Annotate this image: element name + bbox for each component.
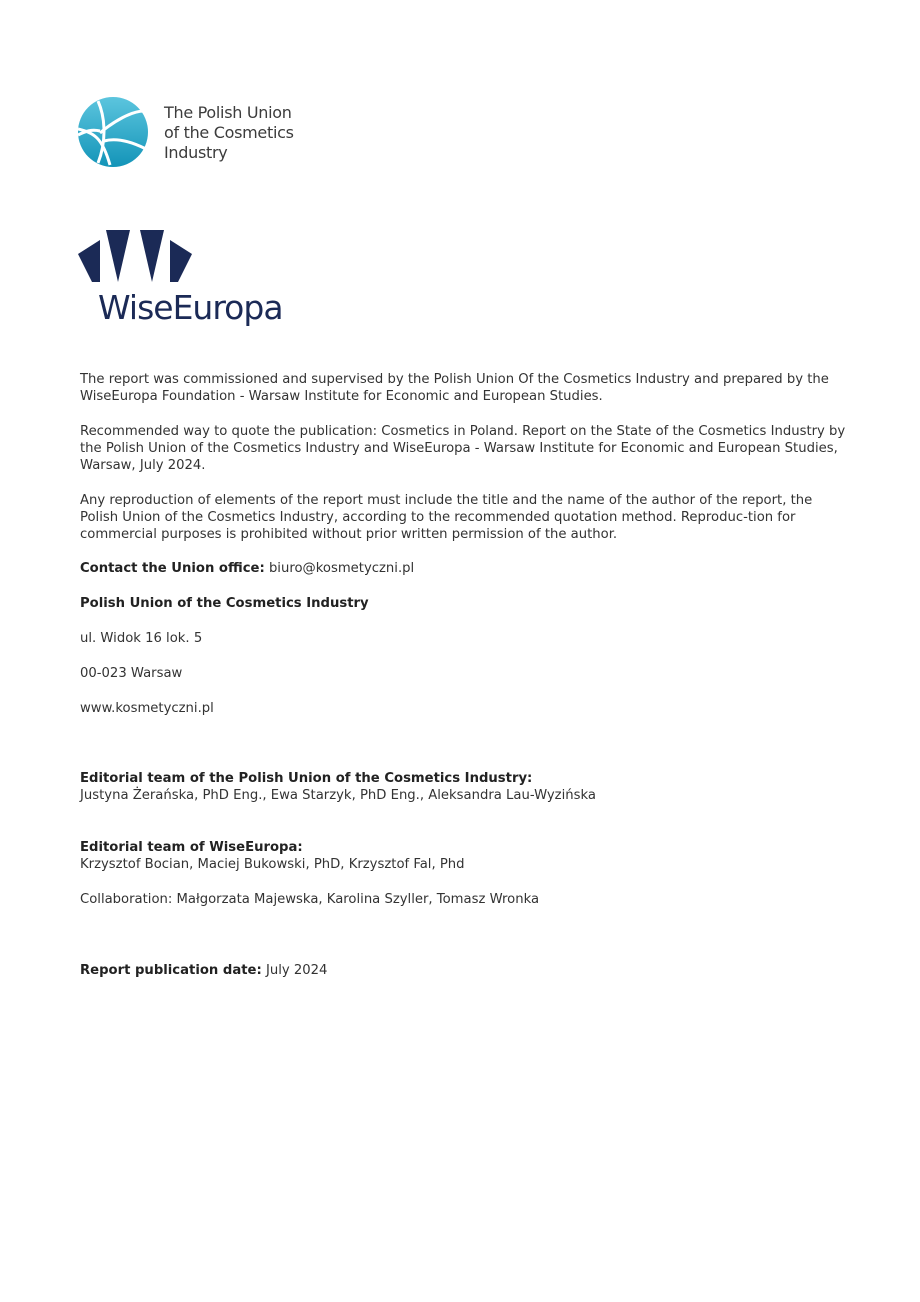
quote-paragraph: Recommended way to quote the publication: Cosmetics in Poland. Report on the State of the Cosmetics Industry by the Polish Union of the Cosmetics Industry and WiseEuropa - Warsaw Institute for Economic and European Studies, Warsaw, July 2024. [80, 424, 846, 473]
wise-editorial-heading-text: Editorial team of WiseEuropa: [80, 840, 303, 855]
collaboration-line: Collaboration: Małgorzata Majewska, Karolina Szyller, Tomasz Wronka [80, 892, 540, 907]
wise-editorial-heading [80, 839, 848, 856]
contact-line [80, 560, 848, 577]
address-city: 00-023 Warsaw [80, 666, 183, 681]
org-name-text: Polish Union of the Cosmetics Industry [80, 596, 369, 611]
wiseeuropa-triangles-icon [78, 230, 192, 282]
globe-circle-icon [78, 97, 148, 167]
union-editorial-members: Justyna Żerańska, PhD Eng., Ewa Starzyk, PhD Eng., Aleksandra Lau-Wyzińska [80, 788, 596, 803]
contact-email[interactable]: biuro@kosmetyczni.pl [268, 561, 415, 576]
union-editorial-heading-text: Editorial team of the Polish Union of the Cosmetics Industry: [80, 771, 533, 786]
wise-editorial-members: Krzysztof Bocian, Maciej Bukowski, PhD, Krzysztof Fal, Phd [80, 857, 465, 872]
address-street: ul. Widok 16 lok. 5 [80, 631, 203, 646]
publication-date-line [80, 962, 848, 979]
union-editorial-heading [80, 770, 848, 787]
commissioned-paragraph: The report was commissioned and supervised by the Polish Union Of the Cosmetics Industry and prepared by the WiseEuropa Foundation - Warsaw Institute for Economic and European Studies. [80, 372, 829, 404]
pucosm-logo [78, 97, 308, 169]
website-link[interactable]: www.kosmetyczni.pl [80, 701, 214, 716]
pucosm-wordmark [164, 103, 294, 163]
org-name [80, 595, 848, 612]
pucosm-wordmark-line3: Industry [164, 143, 228, 162]
publication-date-value: July 2024 [265, 963, 328, 978]
wiseeuropa-wordmark: WiseEuropa [98, 288, 283, 327]
pucosm-wordmark-line2: of the Cosmetics [164, 123, 294, 142]
publication-date-label: Report publication date: [80, 963, 262, 978]
pucosm-wordmark-line1: The Polish Union [164, 103, 292, 122]
contact-label: Contact the Union office: [80, 561, 265, 576]
wiseeuropa-logo [78, 230, 288, 335]
reproduction-paragraph: Any reproduction of elements of the report must include the title and the name of the author of the report, the Polish Union of the Cosmetics Industry, according to the recommended quotation method. Reproduc-tion for commercial purposes is prohibited without prior written permission of the author. [80, 493, 813, 542]
